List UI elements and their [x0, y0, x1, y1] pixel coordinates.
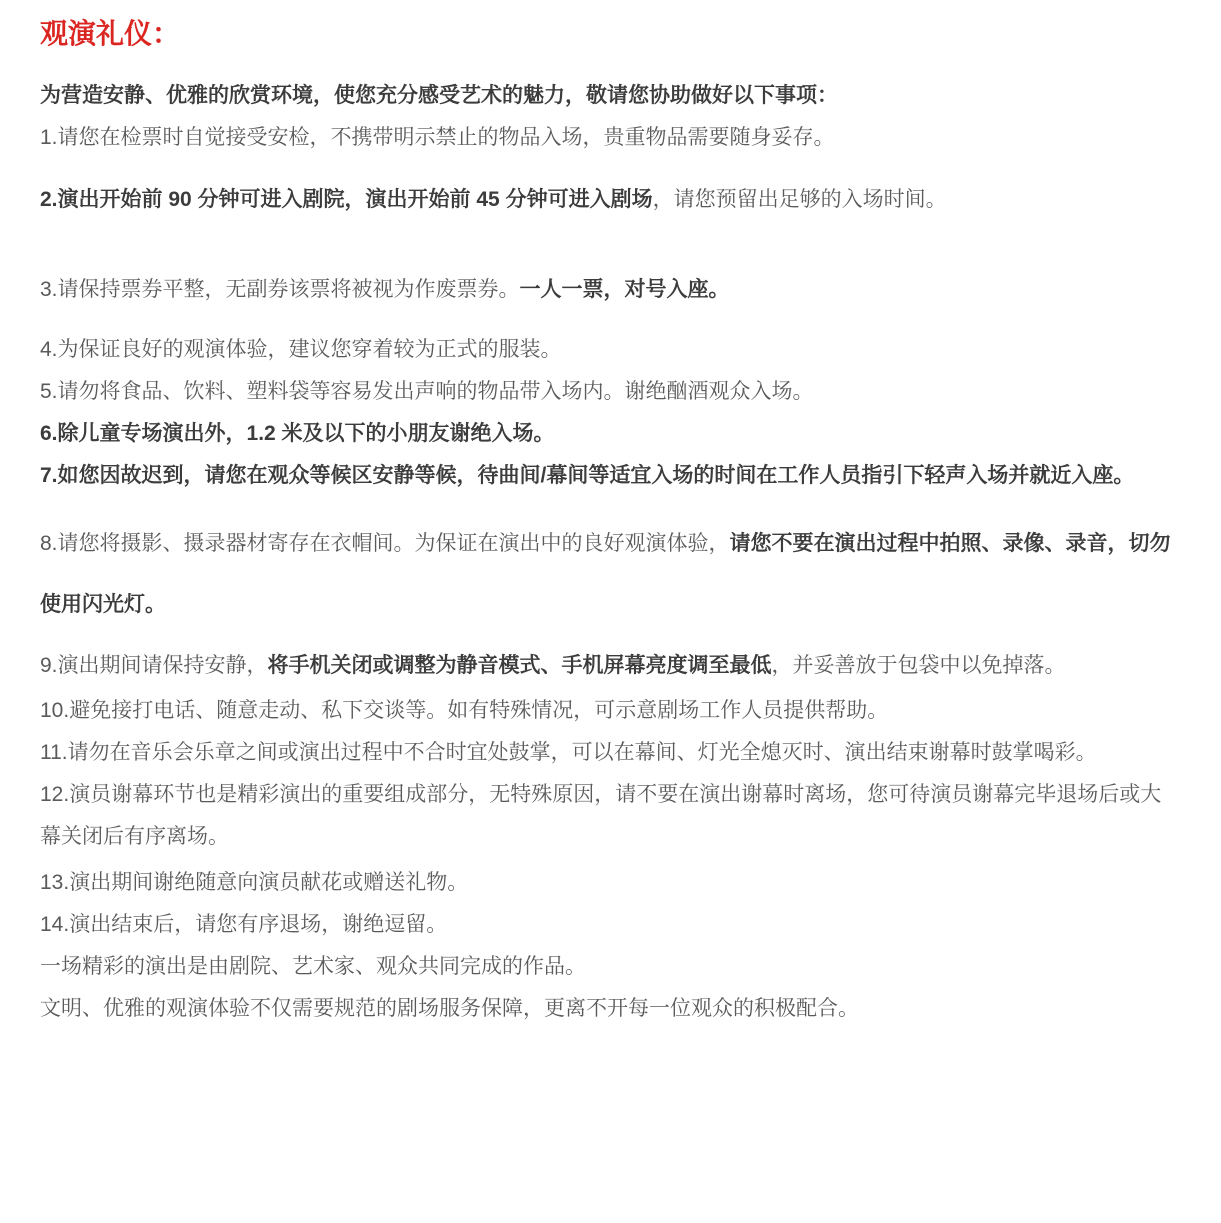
- intro-line: [40, 75, 1181, 117]
- text-run: 8.请您将摄影、摄录器材寄存在衣帽间。为保证在演出中的良好观演体验，: [40, 532, 730, 555]
- text-run: 将手机关闭或调整为静音模式、手机屏幕亮度调至最低: [267, 654, 772, 677]
- etiquette-item-8: [40, 513, 1181, 635]
- etiquette-item-2: [40, 179, 1181, 221]
- text-run: 6.除儿童专场演出外，1.2 米及以下的小朋友谢绝入场。: [40, 422, 555, 445]
- etiquette-item-9: [40, 635, 1181, 696]
- etiquette-item-7: [40, 455, 1181, 497]
- etiquette-item-14: 14.演出结束后，请您有序退场，谢绝逗留。: [40, 913, 448, 936]
- text-run: 2.演出开始前 90 分钟可进入剧院，演出开始前 45 分钟可进入剧场: [40, 188, 653, 211]
- etiquette-item-11: 11.请勿在音乐会乐章之间或演出过程中不合时宜处鼓掌，可以在幕间、灯光全熄灭时、演出结束谢幕时鼓掌喝彩。: [40, 741, 1097, 764]
- text-run: 9.演出期间请保持安静，: [40, 654, 268, 677]
- etiquette-item-13: 13.演出期间谢绝随意向演员献花或赠送礼物。: [40, 871, 469, 894]
- text-run: 请您不要在演出过程中拍照、录像、录音，切勿使用闪光灯。: [40, 532, 1171, 616]
- text-run: 3.请保持票券平整，无副券该票将被视为作废票券。: [40, 278, 520, 301]
- text-run: 一人一票，对号入座。: [519, 278, 730, 301]
- text-run: 为营造安静、优雅的欣赏环境，使您充分感受艺术的魅力，敬请您协助做好以下事项：: [40, 84, 838, 107]
- text-run: ，请您预留出足够的入场时间。: [652, 188, 947, 211]
- etiquette-item-4: 4.为保证良好的观演体验，建议您穿着较为正式的服装。: [40, 338, 562, 361]
- etiquette-item-1: 1.请您在检票时自觉接受安检，不携带明示禁止的物品入场，贵重物品需要随身妥存。: [40, 126, 835, 149]
- etiquette-item-12: 12.演员谢幕环节也是精彩演出的重要组成部分，无特殊原因，请不要在演出谢幕时离场，您可待演员谢幕完毕退场后或大幕关闭后有序离场。: [40, 783, 1162, 848]
- page-title: 观演礼仪：: [40, 18, 181, 49]
- etiquette-item-5: 5.请勿将食品、饮料、塑料袋等容易发出声响的物品带入场内。谢绝酗酒观众入场。: [40, 380, 814, 403]
- closing-line-1: 一场精彩的演出是由剧院、艺术家、观众共同完成的作品。: [40, 955, 586, 978]
- etiquette-item-3: [40, 269, 1181, 311]
- closing-line-2: 文明、优雅的观演体验不仅需要规范的剧场服务保障，更离不开每一位观众的积极配合。: [40, 997, 859, 1020]
- etiquette-item-10: 10.避免接打电话、随意走动、私下交谈等。如有特殊情况，可示意剧场工作人员提供帮助。: [40, 699, 889, 722]
- text-run: 7.如您因故迟到，请您在观众等候区安静等候，待曲间/幕间等适宜入场的时间在工作人员指引下轻声入场并就近入座。: [40, 464, 1135, 487]
- text-run: ，并妥善放于包袋中以免掉落。: [771, 654, 1066, 677]
- etiquette-item-6: [40, 413, 1181, 455]
